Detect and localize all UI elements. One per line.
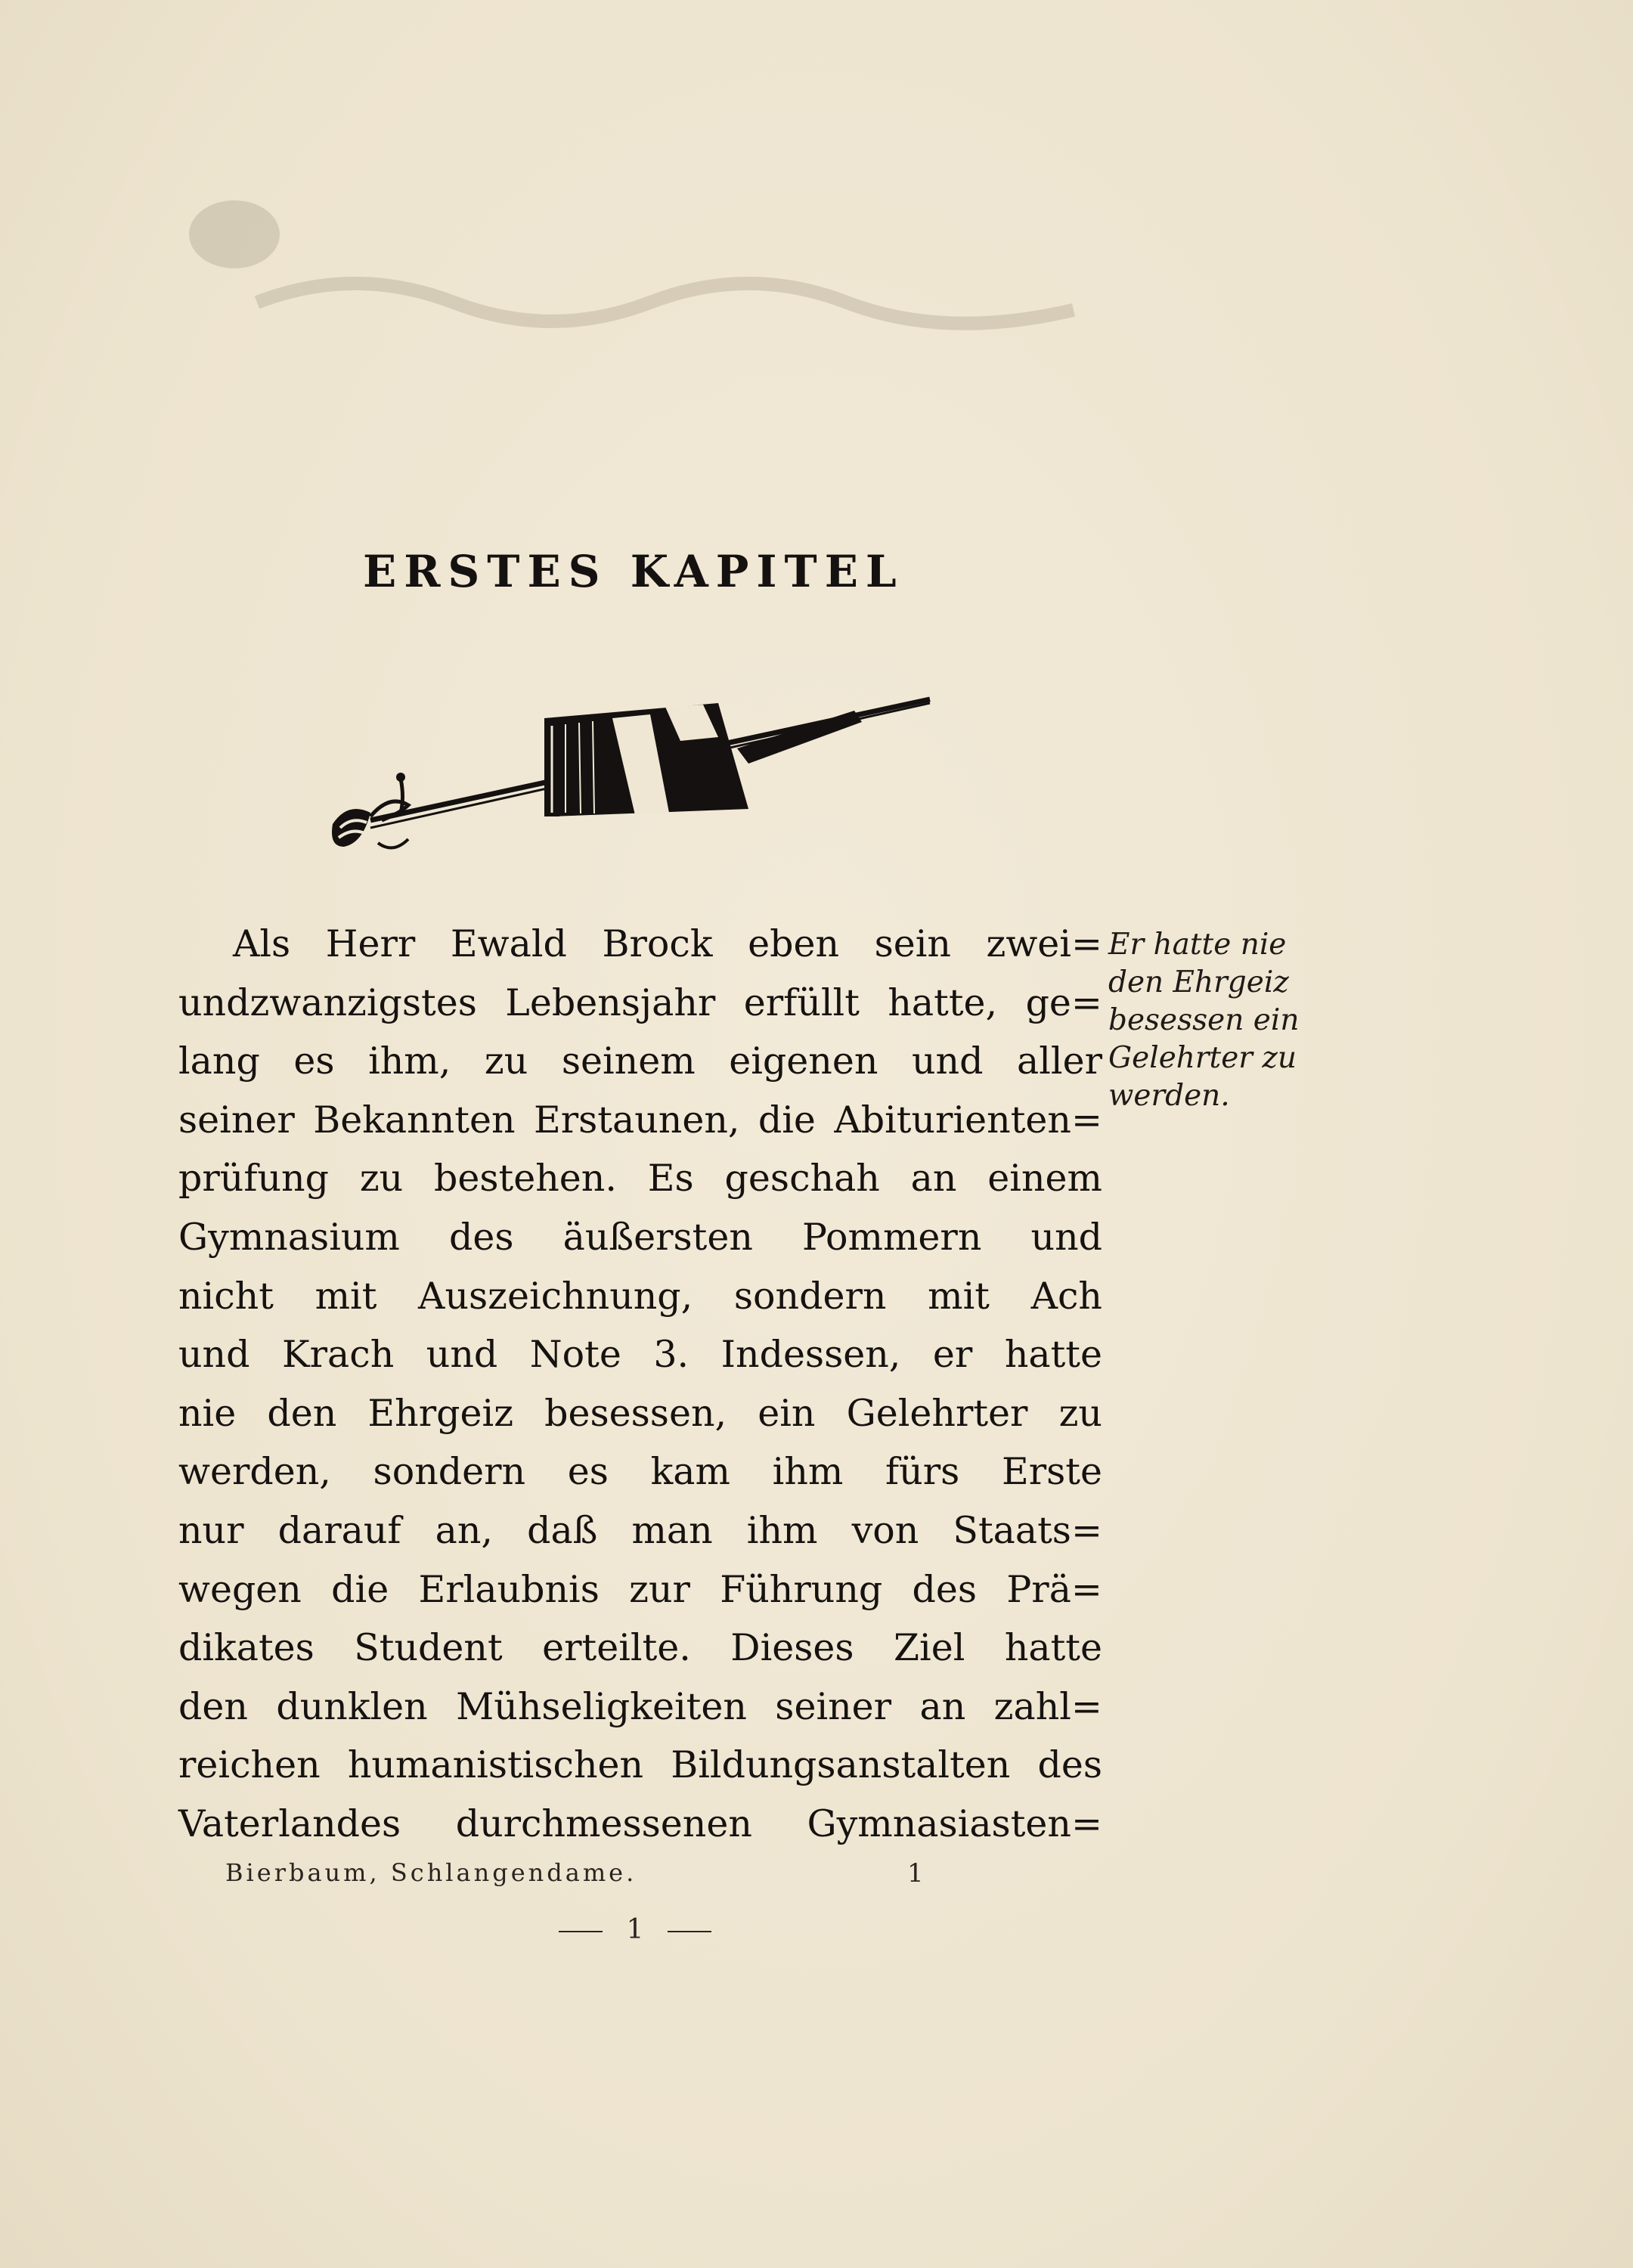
page-number — [529, 1914, 741, 1945]
page-number-value: 1 — [626, 1914, 644, 1945]
body-line: Gymnasium des äußersten Pommern und — [178, 1215, 1102, 1259]
chapter-heading: ERSTES KAPITEL — [363, 546, 904, 597]
body-line: Vaterlandes durchmessenen Gymnasiasten= — [178, 1802, 1102, 1845]
body-line: nicht mit Auszeichnung, sondern mit Ach — [178, 1274, 1102, 1318]
body-line: und Krach und Note 3. Indessen, er hatte — [178, 1333, 1102, 1377]
marginal-note-line: den Ehrgeiz — [1108, 965, 1289, 999]
body-line: undzwanzigstes Lebensjahr erfüllt hatte, ge= — [178, 981, 1102, 1024]
body-line: nur darauf an, daß man ihm von Staats= — [178, 1508, 1102, 1552]
bleed-through-ornament — [166, 189, 1089, 340]
body-line: wegen die Erlaubnis zur Führung des Prä= — [178, 1567, 1102, 1611]
marginal-note-line: werden. — [1108, 1079, 1230, 1113]
marginal-note-line: Er hatte nie — [1108, 928, 1287, 962]
body-line: dikates Student erteilte. Dieses Ziel hatte — [178, 1626, 1102, 1670]
page-number-dash-left — [559, 1931, 603, 1932]
marginal-note-line: Gelehrter zu — [1108, 1041, 1297, 1075]
body-line: seiner Bekannten Erstaunen, die Abiturienten= — [178, 1098, 1102, 1142]
body-line: nie den Ehrgeiz besessen, ein Gelehrter zu — [178, 1391, 1102, 1435]
body-line: werden, sondern es kam ihm fürs Erste — [178, 1450, 1102, 1494]
body-line: lang es ihm, zu seinem eigenen und aller — [178, 1040, 1102, 1083]
quill-vignette — [325, 665, 953, 892]
body-line: prüfung zu bestehen. Es geschah an einem — [178, 1157, 1102, 1201]
marginal-note — [1108, 926, 1365, 1115]
page-number-dash-right — [668, 1931, 711, 1932]
marginal-note-line: besessen ein — [1108, 1003, 1300, 1037]
body-line: den dunklen Mühseligkeiten seiner an zahl= — [178, 1684, 1102, 1728]
body-paragraph — [178, 915, 1102, 1854]
signature-line: Bierbaum, Schlangendame. — [225, 1858, 637, 1887]
body-line: Als Herr Ewald Brock eben sein zwei= — [233, 922, 1102, 965]
body-line: reichen humanistischen Bildungsanstalten des — [178, 1743, 1102, 1787]
signature-mark: 1 — [907, 1858, 924, 1888]
